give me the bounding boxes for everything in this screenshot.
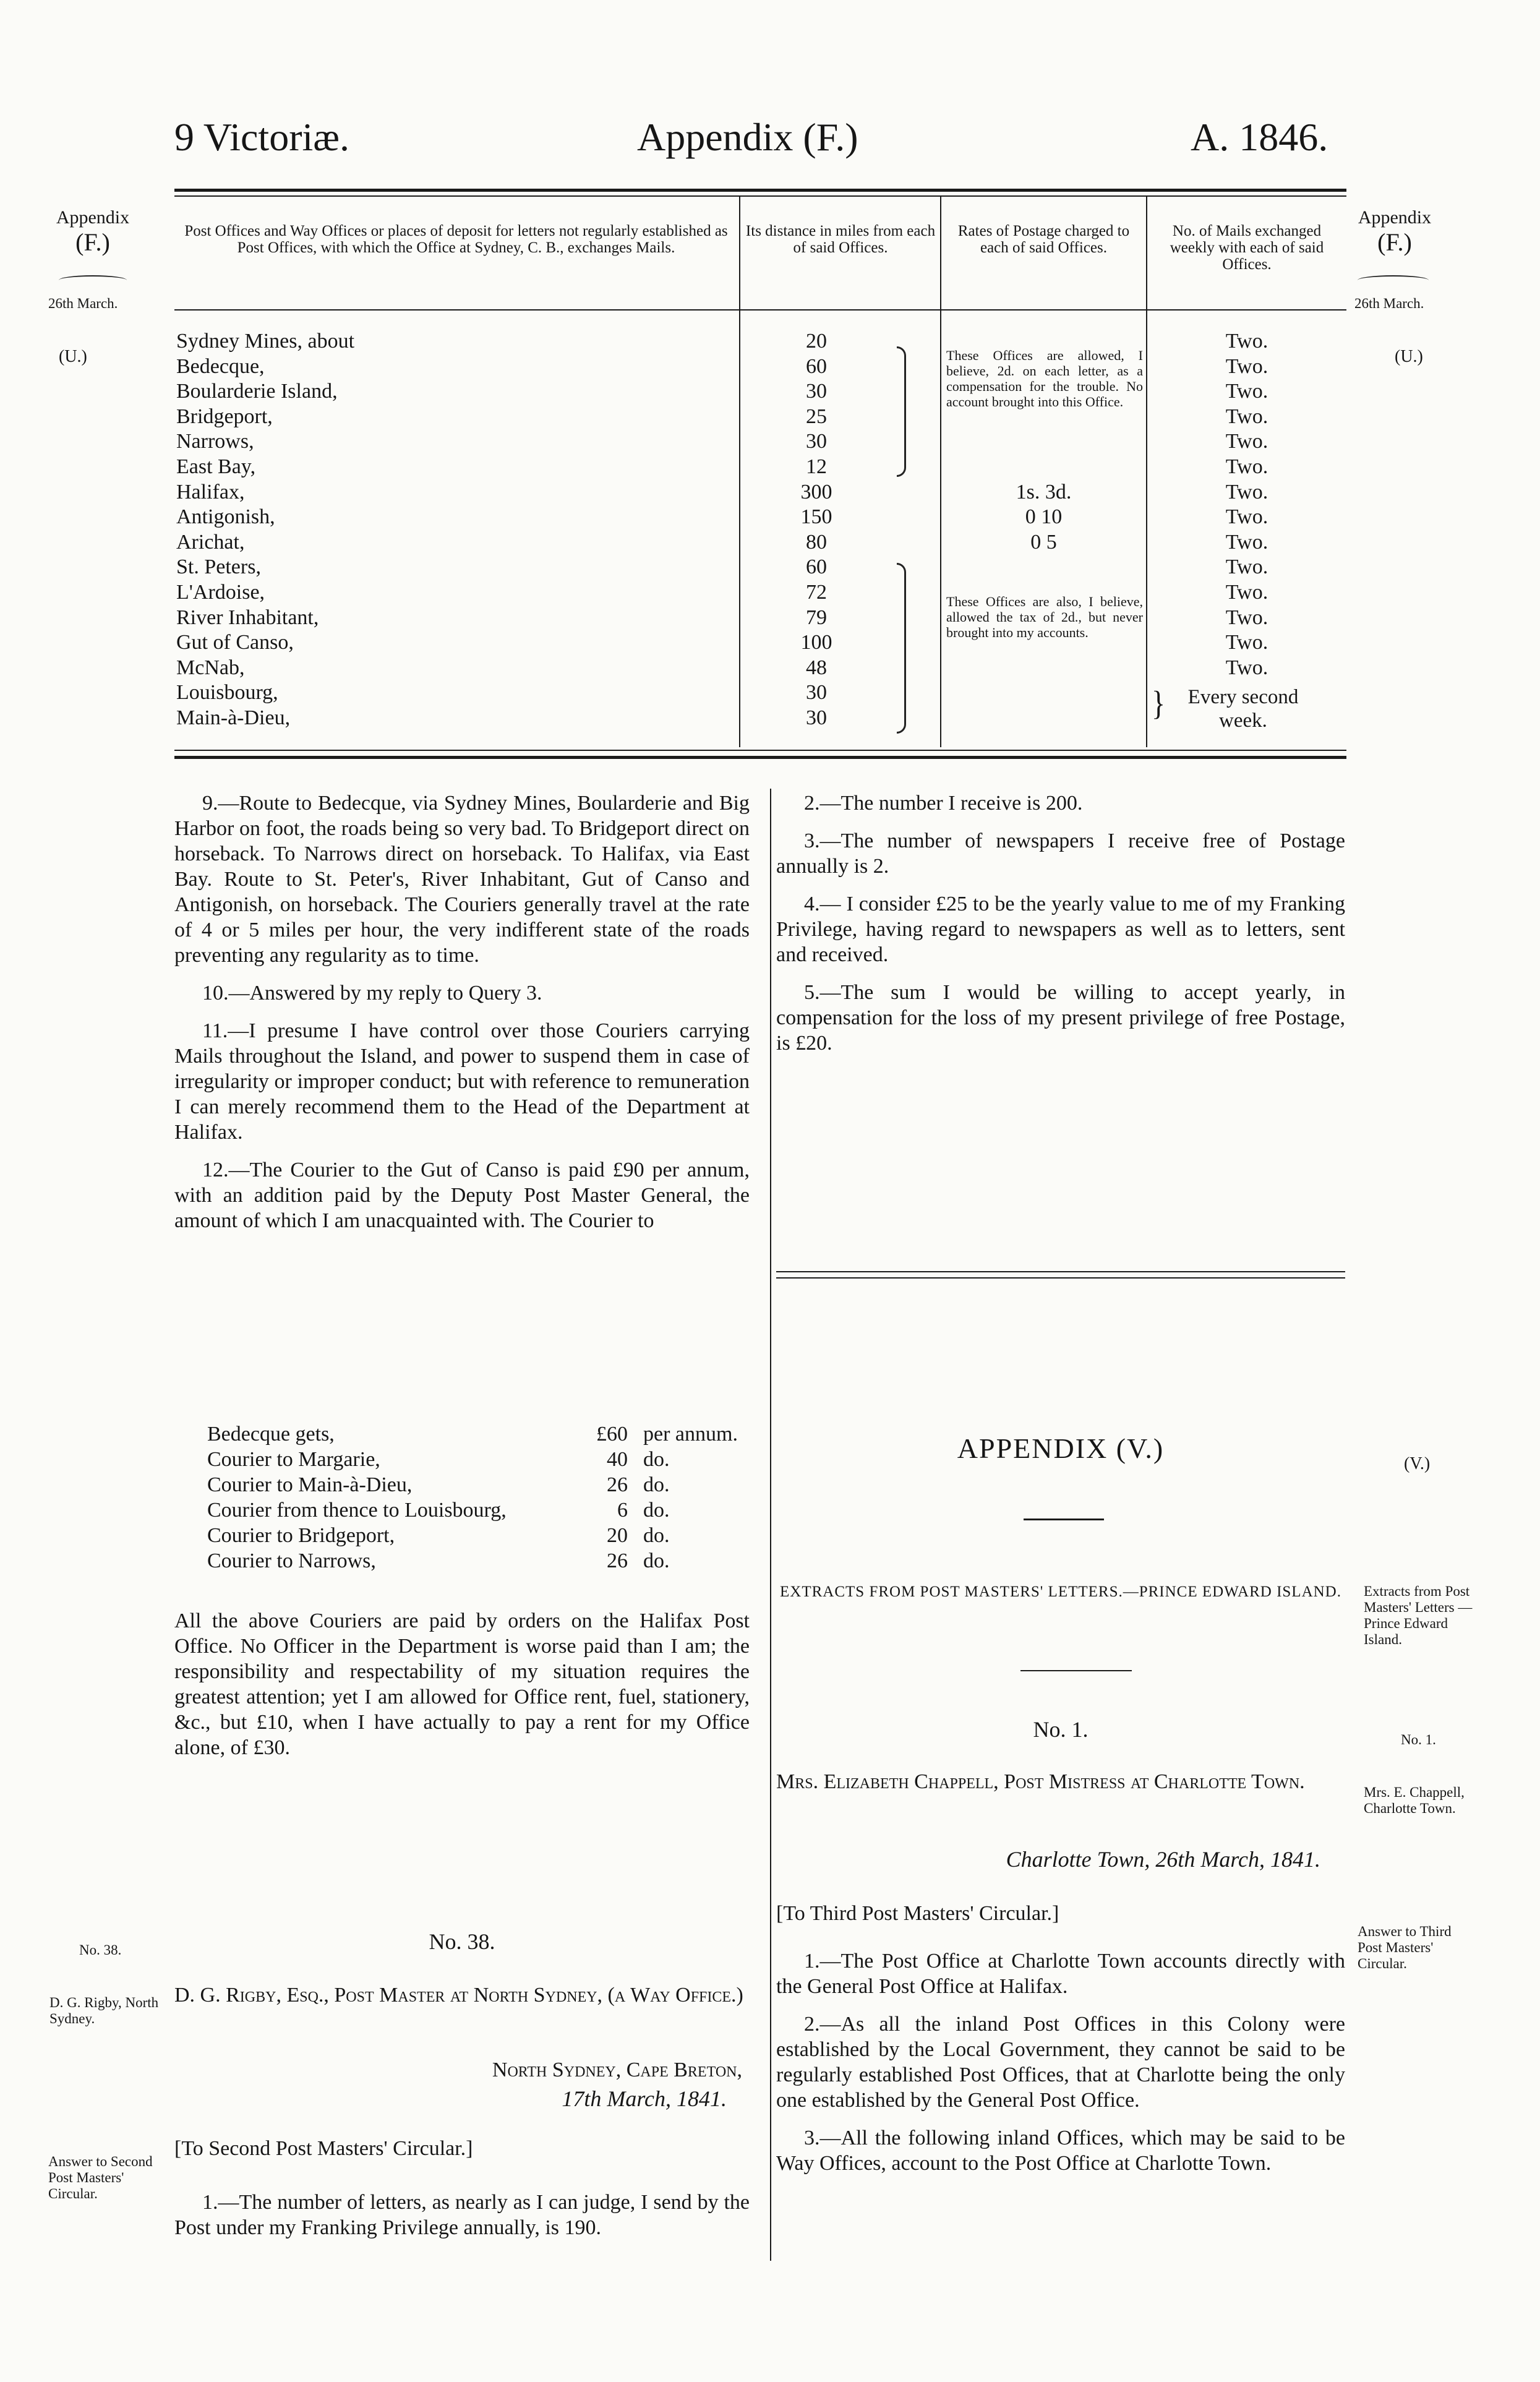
table-row-distance: 150 — [800, 505, 832, 529]
rigby-heading — [174, 1982, 750, 2008]
payment-amount: 26 — [607, 1473, 628, 1496]
paragraph-12: 12.—The Courier to the Gut of Canso is paid £90 per annum, with an addition paid by the Deputy Post Master General, the amount of which I am unacquainted with. The Courier to — [174, 1159, 750, 1232]
margin-note-chappell: Mrs. E. Chappell, Charlotte Town. — [1364, 1784, 1465, 1816]
brace-group-1 — [897, 346, 906, 477]
table-row-mails: Two. — [1225, 354, 1268, 378]
margin-appendix-letter: (F.) — [1377, 228, 1412, 256]
letter-no-38: No. 38. — [429, 1929, 495, 1954]
header-center: Appendix (F.) — [637, 115, 858, 159]
payment-amount: 40 — [607, 1448, 628, 1471]
table-col-rule-3 — [1146, 197, 1147, 747]
paragraph-4: 4.— I consider £25 to be the yearly value to me of my Franking Privilege, having regard to newspapers as well as to letters, sent and received. — [776, 893, 1345, 966]
table-row-mails: Two. — [1225, 380, 1268, 403]
rigby-place: North Sydney, Cape Breton, — [492, 2059, 742, 2081]
margin-appendix-left — [53, 207, 133, 257]
margin-appendix-letter: (F.) — [75, 228, 110, 256]
table-row-distance: 300 — [800, 480, 832, 503]
margin-note-v: (V.) — [1404, 1454, 1431, 1473]
table-row-mails: Two. — [1225, 581, 1268, 604]
table-note-1: These Offices are allowed, I believe, 2d. on each letter, as a compensation for the trouble. No account brought into this Office. — [946, 348, 1143, 409]
chappell-date: Charlotte Town, 26th March, 1841. — [1006, 1847, 1320, 1872]
table-row-distance: 72 — [806, 581, 827, 604]
table-row-office: L'Ardoise, — [176, 581, 265, 604]
table-row-office: Boularderie Island, — [176, 380, 338, 403]
payment-unit: do. — [643, 1524, 670, 1547]
table-row-office: Halifax, — [176, 480, 245, 503]
payment-amount: 6 — [617, 1499, 628, 1522]
chappell-text: Mrs. Elizabeth Chappell, Post Mistress at Charlotte Town. — [776, 1770, 1305, 1793]
payment-label: Courier to Margarie, — [207, 1448, 380, 1471]
payment-unit: do. — [643, 1448, 670, 1471]
right-rule-1 — [776, 1271, 1345, 1272]
margin-note-no1: No. 1. — [1401, 1732, 1436, 1747]
table-row-distance: 20 — [806, 330, 827, 353]
table-row-office: East Bay, — [176, 455, 256, 478]
extracts-heading: EXTRACTS FROM POST MASTERS' LETTERS.—PRINCE EDWARD ISLAND. — [780, 1583, 1341, 1600]
table-row-mails: Two. — [1225, 631, 1268, 654]
brace-group-2 — [897, 563, 906, 734]
chappell-circular: [To Third Post Masters' Circular.] — [776, 1902, 1059, 1925]
table-row-distance: 48 — [806, 656, 827, 679]
rigby-paragraph-1: 1.—The number of letters, as nearly as I can judge, I send by the Post under my Franking Privilege annually, is 190. — [174, 2191, 750, 2239]
table-header-mails: No. of Mails exchanged weekly with each of said Offices. — [1170, 223, 1324, 273]
table-row-office: Antigonish, — [176, 505, 275, 529]
table-top-rule — [174, 189, 1346, 192]
table-col-rule-2 — [940, 197, 941, 747]
paragraph-9: 9.—Route to Bedecque, via Sydney Mines, Boularderie and Big Harbor on foot, the roads being so very bad. To Bridgeport direct on horseback. To Narrows direct on horseback. To Halifax, via East Bay. Route to St. Peter's, River Inhabitant, Gut of Canso and Antigonish, on horseback. The Couriers generally travel at the rate of 4 or 5 miles per hour, the very indifferent state of the roads preventing any regularity as to time. — [174, 792, 750, 967]
table-row-office: Narrows, — [176, 430, 254, 453]
payment-unit: per annum. — [643, 1423, 738, 1446]
table-row-distance: 25 — [806, 405, 827, 428]
brace-every-second: } — [1152, 683, 1166, 722]
chappell-body — [776, 1948, 1345, 2188]
table-note-2: These Offices are also, I believe, allowed the tax of 2d., but never brought into my accounts. — [946, 594, 1143, 640]
table-row-distance: 80 — [806, 530, 827, 554]
table-row-office: Bridgeport, — [176, 405, 273, 428]
margin-brace-right — [1358, 275, 1429, 285]
left-column — [174, 790, 750, 1240]
rigby-date: 17th March, 1841. — [562, 2086, 727, 2111]
table-row-distance: 30 — [806, 380, 827, 403]
payment-amount: £60 — [596, 1423, 628, 1446]
payment-unit: do. — [643, 1499, 670, 1522]
table-row-office: Gut of Canso, — [176, 631, 294, 654]
table-row-distance: 30 — [806, 706, 827, 729]
table-every-second: Every second week. — [1187, 686, 1299, 732]
table-row-office: McNab, — [176, 656, 245, 679]
table-header-rule — [174, 309, 1346, 311]
chappell-paragraph-2: 2.—As all the inland Post Offices in this Colony were established by the Local Government, they cannot be said to be regularly established Post Offices, that at Charlotte being the only one established by the General Post Office. — [776, 2013, 1345, 2112]
chappell-heading — [776, 1769, 1345, 1794]
margin-note-answer-second: Answer to Second Post Masters' Circular. — [48, 2154, 153, 2201]
column-divider — [770, 789, 771, 2261]
table-row-office: Louisbourg, — [176, 681, 278, 705]
table-row-office: River Inhabitant, — [176, 606, 319, 629]
table-bottom-rule-thick — [174, 756, 1346, 759]
table-top-rule-thin — [174, 195, 1346, 197]
right-rule-2 — [776, 1277, 1345, 1279]
chappell-paragraph-3: 3.—All the following inland Offices, which may be said to be Way Offices, account to the Post Office at Charlotte Town. — [776, 2127, 1345, 2175]
payment-unit: do. — [643, 1473, 670, 1496]
table-row-rate: 0 10 — [1025, 505, 1063, 529]
table-row-distance: 60 — [806, 354, 827, 378]
table-row-mails: Two. — [1225, 455, 1268, 478]
payment-label: Courier from thence to Louisbourg, — [207, 1499, 507, 1522]
margin-brace-left — [59, 275, 127, 285]
margin-note-no38: No. 38. — [79, 1942, 122, 1958]
margin-date-right: 26th March. — [1354, 296, 1424, 311]
right-column — [776, 790, 1345, 1068]
table-row-distance: 30 — [806, 681, 827, 705]
table-row-mails: Two. — [1225, 430, 1268, 453]
extracts-rule — [1020, 1670, 1132, 1671]
margin-sub-left: (U.) — [59, 347, 87, 366]
table-row-distance: 100 — [800, 631, 832, 654]
paragraph-5: 5.—The sum I would be willing to accept yearly, in compensation for the loss of my present privilege of free Postage, is £20. — [776, 981, 1345, 1055]
chappell-paragraph-1: 1.—The Post Office at Charlotte Town accounts directly with the General Post Office at Halifax. — [776, 1950, 1345, 1998]
paragraph-2: 2.—The number I receive is 200. — [804, 792, 1083, 815]
payment-label: Courier to Bridgeport, — [207, 1524, 395, 1547]
table-row-office: Arichat, — [176, 530, 245, 554]
left-column-all — [174, 1608, 750, 1773]
margin-appendix-label: Appendix — [1358, 207, 1432, 228]
table-header-rates: Rates of Postage charged to each of said Offices. — [957, 223, 1130, 256]
table-row-distance: 12 — [806, 455, 827, 478]
table-row-office: Sydney Mines, about — [176, 330, 355, 353]
table-row-office: Bedecque, — [176, 354, 265, 378]
payment-label: Bedecque gets, — [207, 1423, 335, 1446]
table-row-mails: Two. — [1225, 606, 1268, 629]
header-right: A. 1846. — [1191, 115, 1328, 159]
table-row-mails: Two. — [1225, 530, 1268, 554]
table-row-distance: 79 — [806, 606, 827, 629]
table-row-office: Main-à-Dieu, — [176, 706, 291, 729]
payment-unit: do. — [643, 1549, 670, 1572]
paragraph-11: 11.—I presume I have control over those Couriers carrying Mails throughout the Island, and power to suspend them in case of irregularity or improper conduct; but with reference to remuneration I can merely recommend them to the Head of the Department at Halifax. — [174, 1019, 750, 1144]
table-row-rate: 0 5 — [1030, 530, 1057, 554]
header-left: 9 Victoriæ. — [174, 115, 349, 159]
paragraph-all: All the above Couriers are paid by orders on the Halifax Post Office. No Officer in the Department is worse paid than I am; the responsibility and respectability of my situation requires the greatest attention; yet I am allowed for Office rent, fuel, stationery, &c., but £10, when I have actually to pay a rent for my Office alone, of £30. — [174, 1609, 750, 1759]
appendix-v-rule — [1024, 1519, 1104, 1520]
table-row-distance: 30 — [806, 430, 827, 453]
table-row-office: St. Peters, — [176, 555, 261, 579]
table-row-mails: Two. — [1225, 405, 1268, 428]
margin-date-left: 26th March. — [48, 296, 118, 311]
table-header-distance: Its distance in miles from each of said Offices. — [745, 223, 936, 256]
margin-sub-right: (U.) — [1395, 347, 1423, 366]
margin-note-extracts: Extracts from Post Masters' Letters — Prince Edward Island. — [1364, 1583, 1473, 1647]
appendix-v-title: APPENDIX (V.) — [957, 1433, 1165, 1464]
table-header-offices: Post Offices and Way Offices or places of deposit for letters not regularly established as Post Offices, with which the Office at Sydney, C. B., exchanges Mails. — [184, 223, 728, 256]
margin-appendix-label: Appendix — [56, 207, 130, 228]
payment-amount: 20 — [607, 1524, 628, 1547]
margin-note-rigby: D. G. Rigby, North Sydney. — [49, 1995, 159, 2026]
margin-note-answer-third: Answer to Third Post Masters' Circular. — [1358, 1924, 1452, 1971]
payment-label: Courier to Main-à-Dieu, — [207, 1473, 413, 1496]
table-row-distance: 60 — [806, 555, 827, 579]
table-row-mails: Two. — [1225, 480, 1268, 503]
table-col-rule-1 — [739, 197, 740, 747]
letter-no-1: No. 1. — [1033, 1717, 1089, 1742]
payment-amount: 26 — [607, 1549, 628, 1572]
table-row-rate: 1s. 3d. — [1016, 480, 1072, 503]
margin-appendix-right — [1348, 207, 1441, 257]
rigby-p1-block — [174, 2190, 750, 2253]
rigby-circular: [To Second Post Masters' Circular.] — [174, 2137, 473, 2160]
paragraph-3: 3.—The number of newspapers I receive free of Postage annually is 2. — [776, 829, 1345, 878]
paragraph-10: 10.—Answered by my reply to Query 3. — [202, 982, 542, 1005]
table-row-mails: Two. — [1225, 656, 1268, 679]
table-row-mails: Two. — [1225, 505, 1268, 529]
table-bottom-rule — [174, 750, 1346, 751]
table-row-mails: Two. — [1225, 555, 1268, 579]
rigby-text: D. G. Rigby, Esq., Post Master at North Sydney, (a Way Office.) — [174, 1984, 743, 2007]
payment-label: Courier to Narrows, — [207, 1549, 376, 1572]
table-row-mails: Two. — [1225, 330, 1268, 353]
